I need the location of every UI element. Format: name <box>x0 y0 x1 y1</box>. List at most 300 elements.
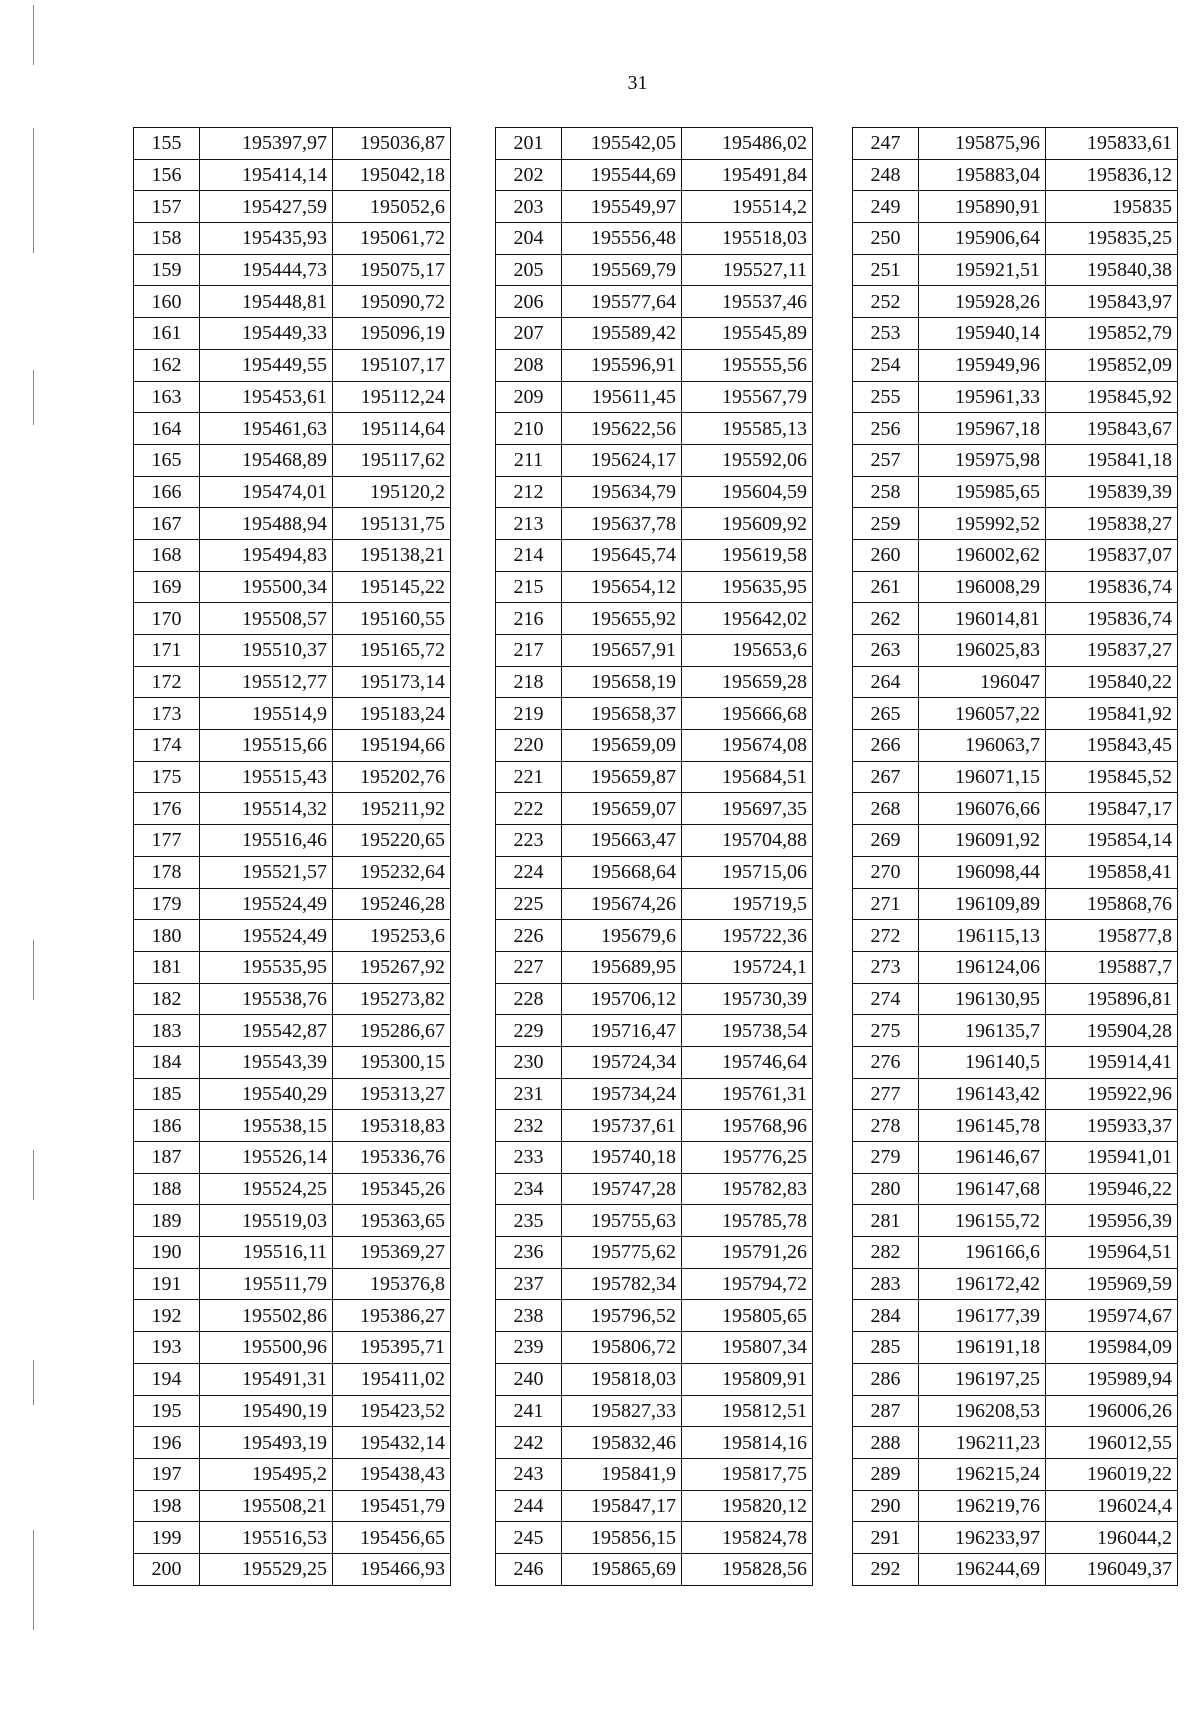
y-coordinate-cell: 196044,2 <box>1046 1522 1178 1554</box>
y-coordinate-cell: 195877,8 <box>1046 920 1178 952</box>
y-coordinate-cell: 195887,7 <box>1046 951 1178 983</box>
x-coordinate-cell: 195449,55 <box>200 349 333 381</box>
point-number-cell: 259 <box>853 508 919 540</box>
y-coordinate-cell: 195836,74 <box>1046 603 1178 635</box>
table-row <box>134 476 451 508</box>
point-number-cell: 240 <box>496 1363 562 1395</box>
table-row <box>853 159 1178 191</box>
x-coordinate-cell: 195500,34 <box>200 571 333 603</box>
y-coordinate-cell: 195036,87 <box>333 128 451 160</box>
y-coordinate-cell: 195964,51 <box>1046 1237 1178 1269</box>
point-number-cell: 222 <box>496 793 562 825</box>
point-number-cell: 237 <box>496 1268 562 1300</box>
table-row <box>134 1490 451 1522</box>
y-coordinate-cell: 195653,6 <box>682 635 813 667</box>
x-coordinate-cell: 195883,04 <box>919 159 1046 191</box>
table-row <box>853 698 1178 730</box>
x-coordinate-cell: 195521,57 <box>200 856 333 888</box>
point-number-cell: 175 <box>134 761 200 793</box>
x-coordinate-cell: 195674,26 <box>562 888 682 920</box>
table-row <box>496 1300 813 1332</box>
table-row <box>134 159 451 191</box>
point-number-cell: 285 <box>853 1332 919 1364</box>
x-coordinate-cell: 195515,43 <box>200 761 333 793</box>
point-number-cell: 204 <box>496 223 562 255</box>
point-number-cell: 184 <box>134 1046 200 1078</box>
x-coordinate-cell: 195658,37 <box>562 698 682 730</box>
y-coordinate-cell: 195715,06 <box>682 856 813 888</box>
point-number-cell: 185 <box>134 1078 200 1110</box>
point-number-cell: 245 <box>496 1522 562 1554</box>
x-coordinate-cell: 195542,05 <box>562 128 682 160</box>
table-row <box>853 856 1178 888</box>
table-row <box>134 1395 451 1427</box>
point-number-cell: 193 <box>134 1332 200 1364</box>
table-row <box>853 603 1178 635</box>
point-number-cell: 157 <box>134 191 200 223</box>
y-coordinate-cell: 195809,91 <box>682 1363 813 1395</box>
y-coordinate-cell: 196049,37 <box>1046 1553 1178 1585</box>
x-coordinate-cell: 196143,42 <box>919 1078 1046 1110</box>
y-coordinate-cell: 195984,09 <box>1046 1332 1178 1364</box>
y-coordinate-cell: 195836,74 <box>1046 571 1178 603</box>
table-row <box>496 223 813 255</box>
x-coordinate-cell: 195435,93 <box>200 223 333 255</box>
point-number-cell: 219 <box>496 698 562 730</box>
point-number-cell: 254 <box>853 349 919 381</box>
y-coordinate-cell: 195423,52 <box>333 1395 451 1427</box>
table-row <box>134 1553 451 1585</box>
point-number-cell: 280 <box>853 1173 919 1205</box>
point-number-cell: 276 <box>853 1046 919 1078</box>
x-coordinate-cell: 195796,52 <box>562 1300 682 1332</box>
point-number-cell: 270 <box>853 856 919 888</box>
y-coordinate-cell: 195807,34 <box>682 1332 813 1364</box>
table-row <box>853 920 1178 952</box>
table-row <box>134 1110 451 1142</box>
x-coordinate-cell: 195448,81 <box>200 286 333 318</box>
point-number-cell: 275 <box>853 1015 919 1047</box>
coordinates-table-3 <box>852 127 1178 1586</box>
table-row <box>853 381 1178 413</box>
table-row <box>134 635 451 667</box>
y-coordinate-cell: 195173,14 <box>333 666 451 698</box>
y-coordinate-cell: 196006,26 <box>1046 1395 1178 1427</box>
point-number-cell: 249 <box>853 191 919 223</box>
x-coordinate-cell: 195508,57 <box>200 603 333 635</box>
point-number-cell: 230 <box>496 1046 562 1078</box>
x-coordinate-cell: 195511,79 <box>200 1268 333 1300</box>
table-row <box>134 793 451 825</box>
x-coordinate-cell: 195975,98 <box>919 444 1046 476</box>
x-coordinate-cell: 195544,69 <box>562 159 682 191</box>
point-number-cell: 203 <box>496 191 562 223</box>
table-row <box>134 381 451 413</box>
y-coordinate-cell: 195841,92 <box>1046 698 1178 730</box>
y-coordinate-cell: 195220,65 <box>333 825 451 857</box>
y-coordinate-cell: 195839,39 <box>1046 476 1178 508</box>
table-row <box>496 1363 813 1395</box>
table-row <box>496 1173 813 1205</box>
table-row <box>853 1015 1178 1047</box>
point-number-cell: 218 <box>496 666 562 698</box>
y-coordinate-cell: 195456,65 <box>333 1522 451 1554</box>
table-body <box>853 128 1178 1586</box>
y-coordinate-cell: 195868,76 <box>1046 888 1178 920</box>
point-number-cell: 258 <box>853 476 919 508</box>
point-number-cell: 200 <box>134 1553 200 1585</box>
point-number-cell: 289 <box>853 1458 919 1490</box>
x-coordinate-cell: 195516,53 <box>200 1522 333 1554</box>
y-coordinate-cell: 195300,15 <box>333 1046 451 1078</box>
y-coordinate-cell: 195395,71 <box>333 1332 451 1364</box>
y-coordinate-cell: 195386,27 <box>333 1300 451 1332</box>
table-row <box>853 1046 1178 1078</box>
y-coordinate-cell: 195746,64 <box>682 1046 813 1078</box>
y-coordinate-cell: 195837,07 <box>1046 539 1178 571</box>
y-coordinate-cell: 195833,61 <box>1046 128 1178 160</box>
table-row <box>853 1173 1178 1205</box>
x-coordinate-cell: 196047 <box>919 666 1046 698</box>
scan-margin-mark <box>33 5 34 65</box>
point-number-cell: 196 <box>134 1427 200 1459</box>
y-coordinate-cell: 195824,78 <box>682 1522 813 1554</box>
table-row <box>134 698 451 730</box>
y-coordinate-cell: 195466,93 <box>333 1553 451 1585</box>
point-number-cell: 170 <box>134 603 200 635</box>
y-coordinate-cell: 195273,82 <box>333 983 451 1015</box>
point-number-cell: 188 <box>134 1173 200 1205</box>
table-row <box>134 825 451 857</box>
x-coordinate-cell: 195856,15 <box>562 1522 682 1554</box>
x-coordinate-cell: 195659,07 <box>562 793 682 825</box>
table-row <box>496 254 813 286</box>
y-coordinate-cell: 195545,89 <box>682 318 813 350</box>
point-number-cell: 257 <box>853 444 919 476</box>
x-coordinate-cell: 195659,09 <box>562 730 682 762</box>
point-number-cell: 162 <box>134 349 200 381</box>
y-coordinate-cell: 195814,16 <box>682 1427 813 1459</box>
y-coordinate-cell: 195491,84 <box>682 159 813 191</box>
x-coordinate-cell: 195775,62 <box>562 1237 682 1269</box>
x-coordinate-cell: 196219,76 <box>919 1490 1046 1522</box>
y-coordinate-cell: 195914,41 <box>1046 1046 1178 1078</box>
x-coordinate-cell: 195716,47 <box>562 1015 682 1047</box>
point-number-cell: 263 <box>853 635 919 667</box>
point-number-cell: 190 <box>134 1237 200 1269</box>
y-coordinate-cell: 195791,26 <box>682 1237 813 1269</box>
x-coordinate-cell: 195689,95 <box>562 951 682 983</box>
table-row <box>496 635 813 667</box>
y-coordinate-cell: 195838,27 <box>1046 508 1178 540</box>
table-row <box>853 730 1178 762</box>
point-number-cell: 281 <box>853 1205 919 1237</box>
table-row <box>496 1205 813 1237</box>
table-row <box>134 254 451 286</box>
table-row <box>853 1078 1178 1110</box>
table-row <box>496 698 813 730</box>
y-coordinate-cell: 195837,27 <box>1046 635 1178 667</box>
page-number: 31 <box>627 72 648 94</box>
table-row <box>134 888 451 920</box>
table-row <box>496 761 813 793</box>
x-coordinate-cell: 196002,62 <box>919 539 1046 571</box>
table-row <box>496 825 813 857</box>
table-row <box>853 951 1178 983</box>
x-coordinate-cell: 196191,18 <box>919 1332 1046 1364</box>
coordinates-table-2 <box>495 127 813 1586</box>
x-coordinate-cell: 195737,61 <box>562 1110 682 1142</box>
table-row <box>853 1522 1178 1554</box>
point-number-cell: 269 <box>853 825 919 857</box>
table-row <box>134 508 451 540</box>
table-row <box>853 888 1178 920</box>
x-coordinate-cell: 195540,29 <box>200 1078 333 1110</box>
table-row <box>853 1332 1178 1364</box>
point-number-cell: 217 <box>496 635 562 667</box>
table-row <box>496 349 813 381</box>
point-number-cell: 180 <box>134 920 200 952</box>
point-number-cell: 274 <box>853 983 919 1015</box>
table-row <box>853 1300 1178 1332</box>
table-row <box>134 444 451 476</box>
table-row <box>134 730 451 762</box>
x-coordinate-cell: 195659,87 <box>562 761 682 793</box>
x-coordinate-cell: 195654,12 <box>562 571 682 603</box>
point-number-cell: 207 <box>496 318 562 350</box>
point-number-cell: 260 <box>853 539 919 571</box>
point-number-cell: 283 <box>853 1268 919 1300</box>
y-coordinate-cell: 195567,79 <box>682 381 813 413</box>
y-coordinate-cell: 195956,39 <box>1046 1205 1178 1237</box>
x-coordinate-cell: 195397,97 <box>200 128 333 160</box>
table-row <box>853 223 1178 255</box>
x-coordinate-cell: 195524,49 <box>200 888 333 920</box>
table-row <box>496 1268 813 1300</box>
point-number-cell: 155 <box>134 128 200 160</box>
point-number-cell: 183 <box>134 1015 200 1047</box>
y-coordinate-cell: 195843,67 <box>1046 413 1178 445</box>
x-coordinate-cell: 195494,83 <box>200 539 333 571</box>
table-row <box>496 318 813 350</box>
table-row <box>496 1237 813 1269</box>
y-coordinate-cell: 195635,95 <box>682 571 813 603</box>
x-coordinate-cell: 196208,53 <box>919 1395 1046 1427</box>
y-coordinate-cell: 195592,06 <box>682 444 813 476</box>
point-number-cell: 292 <box>853 1553 919 1585</box>
table-row <box>134 539 451 571</box>
x-coordinate-cell: 195474,01 <box>200 476 333 508</box>
table-row <box>853 1237 1178 1269</box>
point-number-cell: 215 <box>496 571 562 603</box>
y-coordinate-cell: 195183,24 <box>333 698 451 730</box>
x-coordinate-cell: 196155,72 <box>919 1205 1046 1237</box>
x-coordinate-cell: 195734,24 <box>562 1078 682 1110</box>
x-coordinate-cell: 196014,81 <box>919 603 1046 635</box>
point-number-cell: 290 <box>853 1490 919 1522</box>
y-coordinate-cell: 195165,72 <box>333 635 451 667</box>
table-row <box>134 223 451 255</box>
x-coordinate-cell: 195985,65 <box>919 476 1046 508</box>
point-number-cell: 232 <box>496 1110 562 1142</box>
x-coordinate-cell: 195806,72 <box>562 1332 682 1364</box>
point-number-cell: 192 <box>134 1300 200 1332</box>
point-number-cell: 176 <box>134 793 200 825</box>
x-coordinate-cell: 195847,17 <box>562 1490 682 1522</box>
x-coordinate-cell: 195875,96 <box>919 128 1046 160</box>
x-coordinate-cell: 196197,25 <box>919 1363 1046 1395</box>
point-number-cell: 271 <box>853 888 919 920</box>
table-row <box>134 951 451 983</box>
x-coordinate-cell: 196063,7 <box>919 730 1046 762</box>
y-coordinate-cell: 195835,25 <box>1046 223 1178 255</box>
x-coordinate-cell: 195724,34 <box>562 1046 682 1078</box>
y-coordinate-cell: 195138,21 <box>333 539 451 571</box>
table-row <box>853 1205 1178 1237</box>
x-coordinate-cell: 196109,89 <box>919 888 1046 920</box>
table-row <box>134 856 451 888</box>
y-coordinate-cell: 195432,14 <box>333 1427 451 1459</box>
table-row <box>853 444 1178 476</box>
table-row <box>853 1490 1178 1522</box>
y-coordinate-cell: 195376,8 <box>333 1268 451 1300</box>
x-coordinate-cell: 195624,17 <box>562 444 682 476</box>
table-row <box>496 159 813 191</box>
point-number-cell: 213 <box>496 508 562 540</box>
x-coordinate-cell: 195515,66 <box>200 730 333 762</box>
x-coordinate-cell: 195865,69 <box>562 1553 682 1585</box>
scan-margin-mark <box>33 940 34 1000</box>
table-row <box>134 1427 451 1459</box>
scan-margin-mark <box>33 370 34 425</box>
point-number-cell: 265 <box>853 698 919 730</box>
point-number-cell: 171 <box>134 635 200 667</box>
table-row <box>853 571 1178 603</box>
x-coordinate-cell: 195461,63 <box>200 413 333 445</box>
table-row <box>134 1332 451 1364</box>
table-row <box>496 1142 813 1174</box>
x-coordinate-cell: 195637,78 <box>562 508 682 540</box>
x-coordinate-cell: 195444,73 <box>200 254 333 286</box>
x-coordinate-cell: 196166,6 <box>919 1237 1046 1269</box>
point-number-cell: 198 <box>134 1490 200 1522</box>
table-row <box>496 920 813 952</box>
table-row <box>853 254 1178 286</box>
x-coordinate-cell: 195755,63 <box>562 1205 682 1237</box>
table-row <box>134 349 451 381</box>
x-coordinate-cell: 195516,11 <box>200 1237 333 1269</box>
point-number-cell: 174 <box>134 730 200 762</box>
x-coordinate-cell: 195529,25 <box>200 1553 333 1585</box>
table-row <box>496 1332 813 1364</box>
table-row <box>134 1046 451 1078</box>
y-coordinate-cell: 195738,54 <box>682 1015 813 1047</box>
y-coordinate-cell: 195922,96 <box>1046 1078 1178 1110</box>
table-row <box>853 1110 1178 1142</box>
table-row <box>853 1363 1178 1395</box>
y-coordinate-cell: 195555,56 <box>682 349 813 381</box>
point-number-cell: 273 <box>853 951 919 983</box>
point-number-cell: 163 <box>134 381 200 413</box>
table-row <box>496 856 813 888</box>
y-coordinate-cell: 195369,27 <box>333 1237 451 1269</box>
x-coordinate-cell: 195663,47 <box>562 825 682 857</box>
table-row <box>853 318 1178 350</box>
table-row <box>853 1142 1178 1174</box>
x-coordinate-cell: 195992,52 <box>919 508 1046 540</box>
y-coordinate-cell: 195666,68 <box>682 698 813 730</box>
y-coordinate-cell: 195120,2 <box>333 476 451 508</box>
y-coordinate-cell: 195974,67 <box>1046 1300 1178 1332</box>
table-row <box>496 1522 813 1554</box>
y-coordinate-cell: 195785,78 <box>682 1205 813 1237</box>
x-coordinate-cell: 195500,96 <box>200 1332 333 1364</box>
y-coordinate-cell: 195847,17 <box>1046 793 1178 825</box>
y-coordinate-cell: 196024,4 <box>1046 1490 1178 1522</box>
y-coordinate-cell: 195836,12 <box>1046 159 1178 191</box>
point-number-cell: 205 <box>496 254 562 286</box>
point-number-cell: 236 <box>496 1237 562 1269</box>
x-coordinate-cell: 196211,23 <box>919 1427 1046 1459</box>
x-coordinate-cell: 195556,48 <box>562 223 682 255</box>
table-row <box>134 1363 451 1395</box>
x-coordinate-cell: 195493,19 <box>200 1427 333 1459</box>
x-coordinate-cell: 195519,03 <box>200 1205 333 1237</box>
x-coordinate-cell: 196098,44 <box>919 856 1046 888</box>
x-coordinate-cell: 195526,14 <box>200 1142 333 1174</box>
table-row <box>496 1078 813 1110</box>
y-coordinate-cell: 195782,83 <box>682 1173 813 1205</box>
table-body <box>134 128 451 1586</box>
point-number-cell: 181 <box>134 951 200 983</box>
x-coordinate-cell: 195706,12 <box>562 983 682 1015</box>
table-row <box>134 920 451 952</box>
point-number-cell: 272 <box>853 920 919 952</box>
table-body <box>496 128 813 1586</box>
y-coordinate-cell: 195776,25 <box>682 1142 813 1174</box>
x-coordinate-cell: 196145,78 <box>919 1110 1046 1142</box>
point-number-cell: 214 <box>496 539 562 571</box>
point-number-cell: 212 <box>496 476 562 508</box>
point-number-cell: 252 <box>853 286 919 318</box>
point-number-cell: 286 <box>853 1363 919 1395</box>
point-number-cell: 228 <box>496 983 562 1015</box>
x-coordinate-cell: 195508,21 <box>200 1490 333 1522</box>
x-coordinate-cell: 196140,5 <box>919 1046 1046 1078</box>
table-row <box>496 444 813 476</box>
x-coordinate-cell: 196025,83 <box>919 635 1046 667</box>
y-coordinate-cell: 195336,76 <box>333 1142 451 1174</box>
point-number-cell: 182 <box>134 983 200 1015</box>
table-row <box>853 476 1178 508</box>
y-coordinate-cell: 195451,79 <box>333 1490 451 1522</box>
table-row <box>853 793 1178 825</box>
y-coordinate-cell: 195114,64 <box>333 413 451 445</box>
x-coordinate-cell: 196008,29 <box>919 571 1046 603</box>
point-number-cell: 282 <box>853 1237 919 1269</box>
table-row <box>496 571 813 603</box>
y-coordinate-cell: 195117,62 <box>333 444 451 476</box>
y-coordinate-cell: 195112,24 <box>333 381 451 413</box>
x-coordinate-cell: 195622,56 <box>562 413 682 445</box>
y-coordinate-cell: 195131,75 <box>333 508 451 540</box>
y-coordinate-cell: 195145,22 <box>333 571 451 603</box>
point-number-cell: 159 <box>134 254 200 286</box>
point-number-cell: 233 <box>496 1142 562 1174</box>
table-row <box>853 539 1178 571</box>
y-coordinate-cell: 195730,39 <box>682 983 813 1015</box>
y-coordinate-cell: 195843,45 <box>1046 730 1178 762</box>
